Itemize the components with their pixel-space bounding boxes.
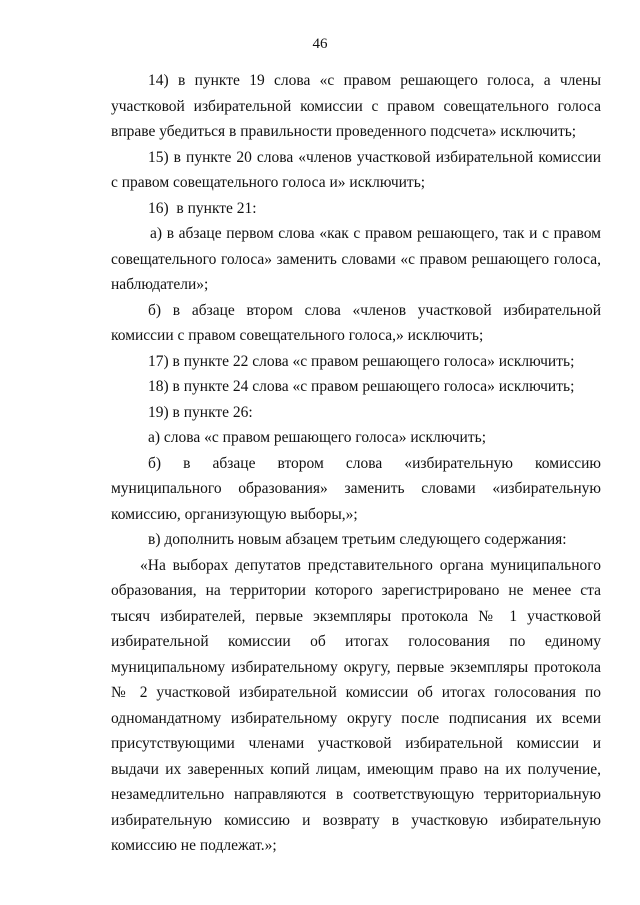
page-number: 46 [312,36,328,52]
paragraph-item-19-v: в) дополнить новым абзацем третьим следующего содержания: [148,531,567,548]
paragraph-item-19-b: б) в абзаце втором слова «избирательную комиссию муниципального образования» заменить словами «избирательную комиссию, организующую выборы,»; [111,454,601,523]
document-body [111,68,601,859]
paragraph-item-16-b: б) в абзаце втором слова «членов участковой избирательной комиссии с правом совещательного голоса,» исключить; [111,301,601,344]
paragraph-item-19: 19) в пункте 26: [148,403,253,421]
quoted-new-paragraph: «На выборах депутатов представительного органа муниципального образования, на территории которого зарегистрировано не менее ста тысяч избирателей, первые экземпляры протокола № 1 участковой избирательной комиссии об итогах голосования по единому муниципальному избирательному округу, первые экземпляры протокола № 2 участковой избирательной комиссии об итогах голосования по одномандатному избирательному округу после подписания их всеми присутствующими членами участковой избирательной комиссии и выдачи их заверенных копий лицам, имеющим право на их получение, незамедлительно направляются в соответствующую территориальную избирательную комиссию и возврату в участковую избирательную комиссию не подлежат.»; [111,556,601,854]
paragraph-item-18: 18) в пункте 24 слова «с правом решающего голоса» исключить; [148,378,575,395]
paragraph-item-19-a: а) слова «с правом решающего голоса» исключить; [148,429,486,446]
paragraph-item-16-a: а) в абзаце первом слова «как с правом решающего, так и с правом совещательного голоса» заменить словами «с правом решающего голоса, наблюдатели»; [111,225,601,293]
paragraph-item-16: 16) в пункте 21: [148,199,257,217]
paragraph-item-17: 17) в пункте 22 слова «с правом решающего голоса» исключить; [148,352,575,370]
paragraph-item-15: 15) в пункте 20 слова «членов участковой избирательной комиссии с правом совещательного голоса и» исключить; [111,148,601,191]
paragraph-item-14: 14) в пункте 19 слова «с правом решающего голоса, а члены участковой избирательной комиссии с правом совещательного голоса вправе убедиться в правильности проведенного подсчета» исключить; [111,72,601,140]
